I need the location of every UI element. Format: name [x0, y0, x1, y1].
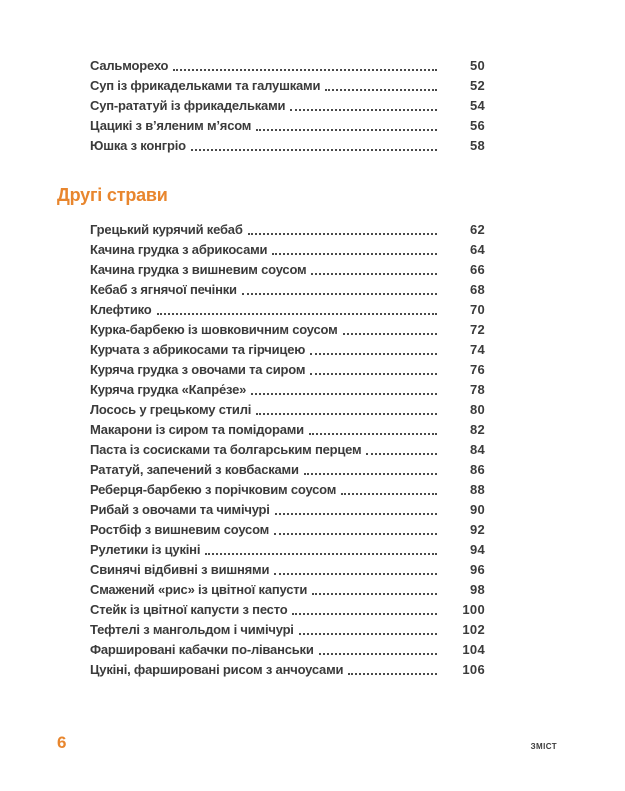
dot-leader	[348, 673, 437, 675]
entry-title: Клефтико	[90, 302, 152, 317]
footer-running-title: Зміст	[530, 740, 557, 752]
entry-page-number: 82	[469, 422, 485, 437]
entry-title: Свинячі відбивні з вишнями	[90, 562, 270, 577]
entry-page-number: 80	[469, 402, 485, 417]
entry-page-number: 100	[462, 602, 485, 617]
dot-leader	[274, 533, 437, 535]
dot-leader	[310, 353, 437, 355]
toc-entry	[90, 440, 485, 460]
dot-leader	[304, 473, 437, 475]
toc-entry	[90, 220, 485, 240]
toc-entry	[90, 280, 485, 300]
entry-title: Макарони із сиром та помідорами	[90, 422, 304, 437]
toc-entry	[90, 320, 485, 340]
entry-title: Цацикі з в’яленим м’ясом	[90, 118, 252, 133]
entry-page-number: 76	[469, 362, 485, 377]
toc-entry	[90, 480, 485, 500]
toc-entry	[90, 360, 485, 380]
entry-title: Сальморехо	[90, 58, 169, 73]
dot-leader	[343, 333, 437, 335]
dot-leader	[299, 633, 437, 635]
toc-entry	[90, 600, 485, 620]
entry-title: Тефтелі з мангольдом і чимічурі	[90, 622, 294, 637]
toc-list-main	[57, 220, 485, 680]
entry-page-number: 102	[462, 622, 485, 637]
entry-page-number: 70	[469, 302, 485, 317]
dot-leader	[256, 129, 437, 131]
toc-entry	[90, 580, 485, 600]
entry-title: Рулетики із цукіні	[90, 542, 201, 557]
entry-page-number: 74	[469, 342, 485, 357]
toc-entry	[90, 460, 485, 480]
toc-entry	[90, 300, 485, 320]
entry-title: Паста із сосисками та болгарським перцем	[90, 442, 362, 457]
entry-title: Лосось у грецькому стилі	[90, 402, 252, 417]
dot-leader	[311, 273, 437, 275]
entry-title: Юшка з конгріо	[90, 138, 186, 153]
toc-entry	[90, 56, 485, 76]
entry-page-number: 86	[469, 462, 485, 477]
dot-leader	[248, 233, 437, 235]
entry-page-number: 104	[462, 642, 485, 657]
toc-entry	[90, 620, 485, 640]
toc-entry	[90, 96, 485, 116]
entry-page-number: 52	[469, 78, 485, 93]
entry-title: Суп-рататуй із фрикадельками	[90, 98, 286, 113]
toc-list-continued	[57, 56, 485, 156]
entry-page-number: 72	[469, 322, 485, 337]
dot-leader	[272, 253, 437, 255]
dot-leader	[309, 433, 437, 435]
entry-page-number: 56	[469, 118, 485, 133]
entry-page-number: 106	[462, 662, 485, 677]
entry-title: Рататуй, запечений з ковбасками	[90, 462, 299, 477]
entry-page-number: 78	[469, 382, 485, 397]
entry-title: Куряча грудка «Капре́зе»	[90, 382, 247, 397]
entry-page-number: 98	[469, 582, 485, 597]
dot-leader	[275, 513, 437, 515]
dot-leader	[173, 69, 437, 71]
toc-entry	[90, 640, 485, 660]
dot-leader	[325, 89, 437, 91]
entry-title: Ростбіф з вишневим соусом	[90, 522, 270, 537]
entry-page-number: 66	[469, 262, 485, 277]
toc-entry	[90, 116, 485, 136]
toc-entry	[90, 520, 485, 540]
entry-title: Смажений «рис» із цвітної капусти	[90, 582, 308, 597]
entry-page-number: 50	[469, 58, 485, 73]
entry-page-number: 54	[469, 98, 485, 113]
toc-entry	[90, 340, 485, 360]
toc-entry	[90, 400, 485, 420]
dot-leader	[341, 493, 437, 495]
page-footer	[57, 733, 557, 753]
entry-title: Стейк із цвітної капусти з песто	[90, 602, 288, 617]
entry-page-number: 92	[469, 522, 485, 537]
section-heading: Другі страви	[57, 185, 168, 205]
entry-title: Курка-барбекю із шовковичним соусом	[90, 322, 338, 337]
entry-page-number: 84	[469, 442, 485, 457]
entry-title: Качина грудка з вишневим соусом	[90, 262, 307, 277]
dot-leader	[290, 109, 437, 111]
dot-leader	[251, 393, 437, 395]
entry-title: Реберця-барбекю з порічковим соусом	[90, 482, 337, 497]
entry-title: Кебаб з ягнячої печінки	[90, 282, 237, 297]
entry-title: Рибай з овочами та чимічурі	[90, 502, 270, 517]
entry-title: Курчата з абрикосами та гірчицею	[90, 342, 306, 357]
entry-title: Качина грудка з абрикосами	[90, 242, 268, 257]
toc-entry	[90, 380, 485, 400]
dot-leader	[274, 573, 437, 575]
toc-entry	[90, 240, 485, 260]
entry-page-number: 90	[469, 502, 485, 517]
entry-page-number: 64	[469, 242, 485, 257]
entry-page-number: 88	[469, 482, 485, 497]
dot-leader	[310, 373, 437, 375]
entry-title: Фаршировані кабачки по-ліванськи	[90, 642, 314, 657]
entry-title: Цукіні, фаршировані рисом з анчоусами	[90, 662, 344, 677]
toc-entry	[90, 260, 485, 280]
entry-page-number: 94	[469, 542, 485, 557]
dot-leader	[205, 553, 437, 555]
toc-entry	[90, 500, 485, 520]
dot-leader	[312, 593, 437, 595]
dot-leader	[319, 653, 437, 655]
toc-entry	[90, 560, 485, 580]
footer-page-number: 6	[57, 733, 67, 752]
dot-leader	[191, 149, 437, 151]
entry-title: Куряча грудка з овочами та сиром	[90, 362, 306, 377]
toc-entry	[90, 420, 485, 440]
entry-page-number: 96	[469, 562, 485, 577]
dot-leader	[256, 413, 437, 415]
toc-entry	[90, 136, 485, 156]
toc-content	[57, 56, 485, 680]
entry-page-number: 62	[469, 222, 485, 237]
toc-entry	[90, 660, 485, 680]
entry-page-number: 68	[469, 282, 485, 297]
dot-leader	[292, 613, 437, 615]
dot-leader	[366, 453, 437, 455]
entry-title: Грецький курячий кебаб	[90, 222, 243, 237]
toc-entry	[90, 76, 485, 96]
dot-leader	[242, 293, 437, 295]
entry-title: Суп із фрикадельками та галушками	[90, 78, 321, 93]
dot-leader	[157, 313, 438, 315]
entry-page-number: 58	[469, 138, 485, 153]
toc-entry	[90, 540, 485, 560]
